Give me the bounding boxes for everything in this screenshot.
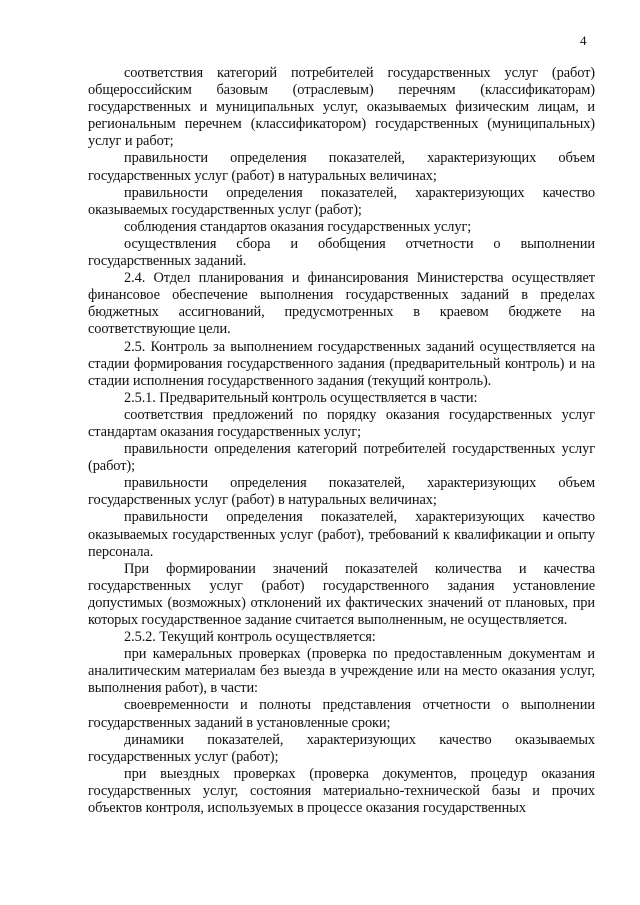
paragraph: динамики показателей, характеризующих качество оказываемых государственных услуг (работ);	[88, 731, 595, 765]
paragraph: соответствия предложений по порядку оказания государственных услуг стандартам оказания государственных услуг;	[88, 406, 595, 440]
paragraph: своевременности и полноты представления отчетности о выполнении государственных заданий в установленные сроки;	[88, 697, 595, 731]
paragraph: 2.5. Контроль за выполнением государственных заданий осуществляется на стадии формирования государственного задания (предварительный контроль) и на стадии исполнения государственного задания (текущий контроль).	[88, 338, 595, 389]
paragraph: 2.5.1. Предварительный контроль осуществляется в части:	[124, 389, 478, 406]
paragraph: правильности определения категорий потребителей государственных услуг (работ);	[88, 441, 595, 475]
paragraph: осуществления сбора и обобщения отчетности о выполнении государственных заданий.	[88, 235, 595, 270]
paragraph: правильности определения показателей, характеризующих качество оказываемых государственных услуг (работ);	[88, 184, 595, 218]
paragraph: правильности определения показателей, характеризующих объем государственных услуг (работ) в натуральных величинах;	[88, 475, 595, 509]
paragraph: правильности определения показателей, характеризующих качество оказываемых государственных услуг (работ), требований к квалификации и опыту персонала.	[88, 509, 595, 560]
paragraph: 2.5.2. Текущий контроль осуществляется:	[124, 629, 376, 646]
document-body	[88, 65, 595, 817]
paragraph: соответствия категорий потребителей государственных услуг (работ) общероссийским базовым (отраслевым) перечням (классификаторам) государственных и муниципальных услуг, оказываемых физическим лицам, и региональным перечнем (классификатором) государственных (муниципальных) услуг и работ;	[88, 65, 595, 150]
paragraph: при камеральных проверках (проверка по предоставленным документам и аналитическим материалам без выезда в учреждение или на место оказания услуг, выполнения работ), в части:	[88, 646, 595, 697]
paragraph: при выездных проверках (проверка документов, процедур оказания государственных услуг, состояния материально-технической базы и прочих объектов контроля, используемых в процессе оказания государственных	[88, 765, 595, 817]
paragraph: соблюдения стандартов оказания государственных услуг;	[124, 218, 472, 235]
paragraph: правильности определения показателей, характеризующих объем государственных услуг (работ) в натуральных величинах;	[88, 150, 595, 184]
paragraph: При формировании значений показателей количества и качества государственных услуг (работ) государственного задания установление допустимых (возможных) отклонений их фактических значений от плановых, при которых государственное задание считается выполненным, не осуществляется.	[88, 560, 595, 628]
paragraph: 2.4. Отдел планирования и финансирования Министерства осуществляет финансовое обеспечение выполнения государственных заданий в пределах бюджетных ассигнований, предусмотренных в краевом бюджете на соответствующие цели.	[88, 270, 595, 338]
page-number: 4	[580, 33, 587, 48]
